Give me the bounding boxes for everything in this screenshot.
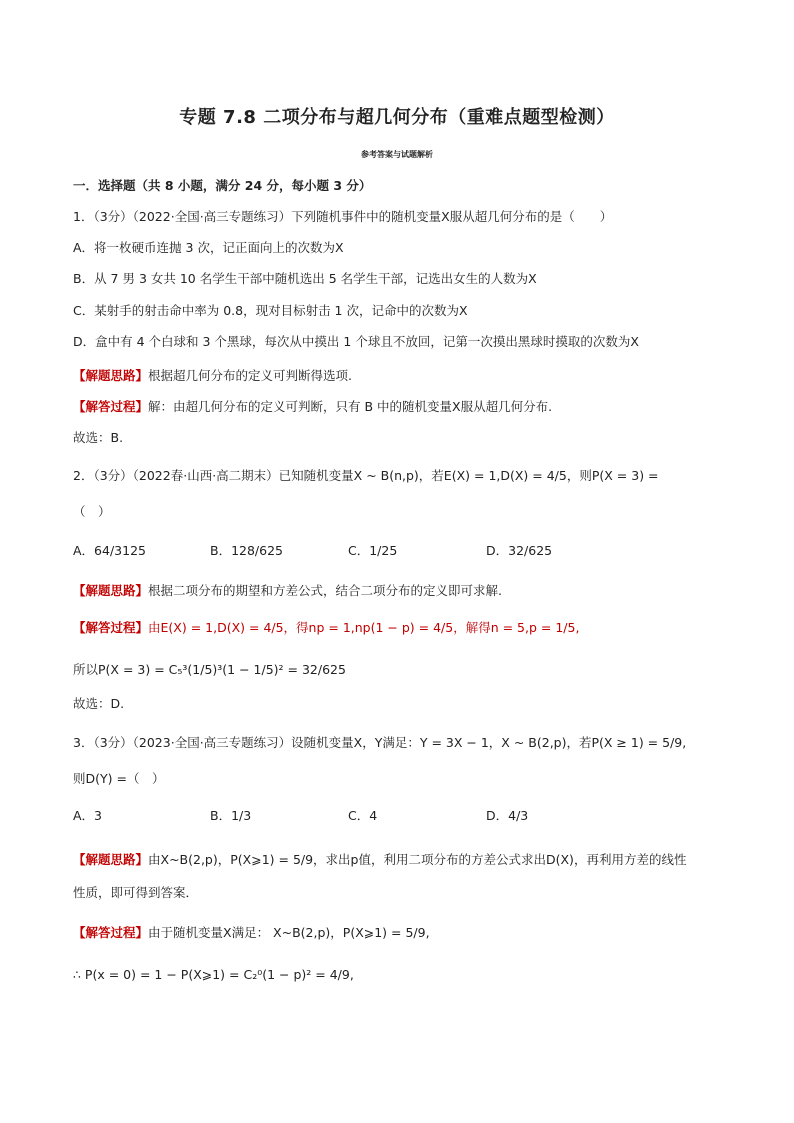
q2-stem: 2．（3分）（2022春·山西·高二期末）已知随机变量X ~ B(n,p)，若E(X) = 1,D(X) = 4/5，则P(X = 3) = <box>73 468 659 483</box>
q1-option-a: A．将一枚硬币连抛 3 次，记正面向上的次数为X <box>73 240 344 255</box>
q2-thinking <box>73 582 502 600</box>
q1-option-d: D．盒中有 4 个白球和 3 个黑球，每次从中摸出 1 个球且不放回，记第一次摸出黑球时摸取的次数为X <box>73 334 639 349</box>
q3-thinking <box>73 851 686 869</box>
q3-option-b: B．1/3 <box>210 808 252 823</box>
page-title: 专题 7.8 二项分布与超几何分布（重难点题型检测） <box>179 107 615 128</box>
page-subtitle: 参考答案与试题解析 <box>361 150 433 159</box>
q3-line-2: ∴ P(x = 0) = 1 − P(X⩾1) = C₂⁰(1 − p)² = 4/9, <box>73 967 354 982</box>
process-label: 【解答过程】 <box>73 399 149 414</box>
thinking-label: 【解题思路】 <box>73 852 149 867</box>
q2-option-a: A．64/3125 <box>73 543 146 558</box>
q2-stem-2: （ ） <box>73 504 111 519</box>
q2-process-text: 由E(X) = 1,D(X) = 4/5，得np = 1,np(1 − p) = 4/5，解得n = 5,p = 1/5, <box>148 620 580 635</box>
q2-option-d: D．32/625 <box>486 543 553 558</box>
q2-answer: 故选：D. <box>73 696 125 711</box>
q1-process <box>73 398 552 416</box>
section-heading: 一．选择题（共 8 小题，满分 24 分，每小题 3 分） <box>73 178 372 193</box>
q3-option-d: D．4/3 <box>486 808 529 823</box>
thinking-label: 【解题思路】 <box>73 583 149 598</box>
q2-option-c: C．1/25 <box>348 543 398 558</box>
process-label: 【解答过程】 <box>73 620 149 635</box>
q3-stem: 3．（3分）（2023·全国·高三专题练习）设随机变量X，Y满足：Y = 3X − 1，X ~ B(2,p)，若P(X ≥ 1) = 5/9, <box>73 735 687 750</box>
q3-thinking-2: 性质，即可得到答案． <box>73 885 199 900</box>
q1-answer: 故选：B. <box>73 430 124 445</box>
q1-process-text: 解：由超几何分布的定义可判断，只有 B 中的随机变量X服从超几何分布. <box>148 399 553 414</box>
q3-process <box>73 924 430 942</box>
thinking-label: 【解题思路】 <box>73 368 149 383</box>
q2-option-b: B．128/625 <box>210 543 284 558</box>
q3-stem-2: 则D(Y) =（ ） <box>73 771 165 786</box>
process-label: 【解答过程】 <box>73 925 149 940</box>
q3-thinking-text: 由X~B(2,p)，P(X⩾1) = 5/9，求出p值，利用二项分布的方差公式求出D(X)，再利用方差的线性 <box>148 852 687 867</box>
q2-thinking-text: 根据二项分布的期望和方差公式，结合二项分布的定义即可求解. <box>148 583 502 598</box>
q2-line-2: 所以P(X = 3) = C₅³(1/5)³(1 − 1/5)² = 32/625 <box>73 662 346 677</box>
q3-process-text: 由于随机变量X满足： X~B(2,p)，P(X⩾1) = 5/9, <box>148 925 430 940</box>
q2-process <box>73 619 579 637</box>
q3-option-a: A．3 <box>73 808 103 823</box>
q1-option-b: B．从 7 男 3 女共 10 名学生干部中随机选出 5 名学生干部，记选出女生的人数为X <box>73 271 537 286</box>
q1-thinking-text: 根据超几何分布的定义可判断得选项. <box>148 368 352 383</box>
q1-stem: 1．（3分）（2022·全国·高三专题练习）下列随机事件中的随机变量X服从超几何分布的是（ ） <box>73 209 613 224</box>
q1-thinking <box>73 367 352 385</box>
q1-option-c: C．某射手的射击命中率为 0.8，现对目标射击 1 次，记命中的次数为X <box>73 303 468 318</box>
q3-option-c: C．4 <box>348 808 378 823</box>
